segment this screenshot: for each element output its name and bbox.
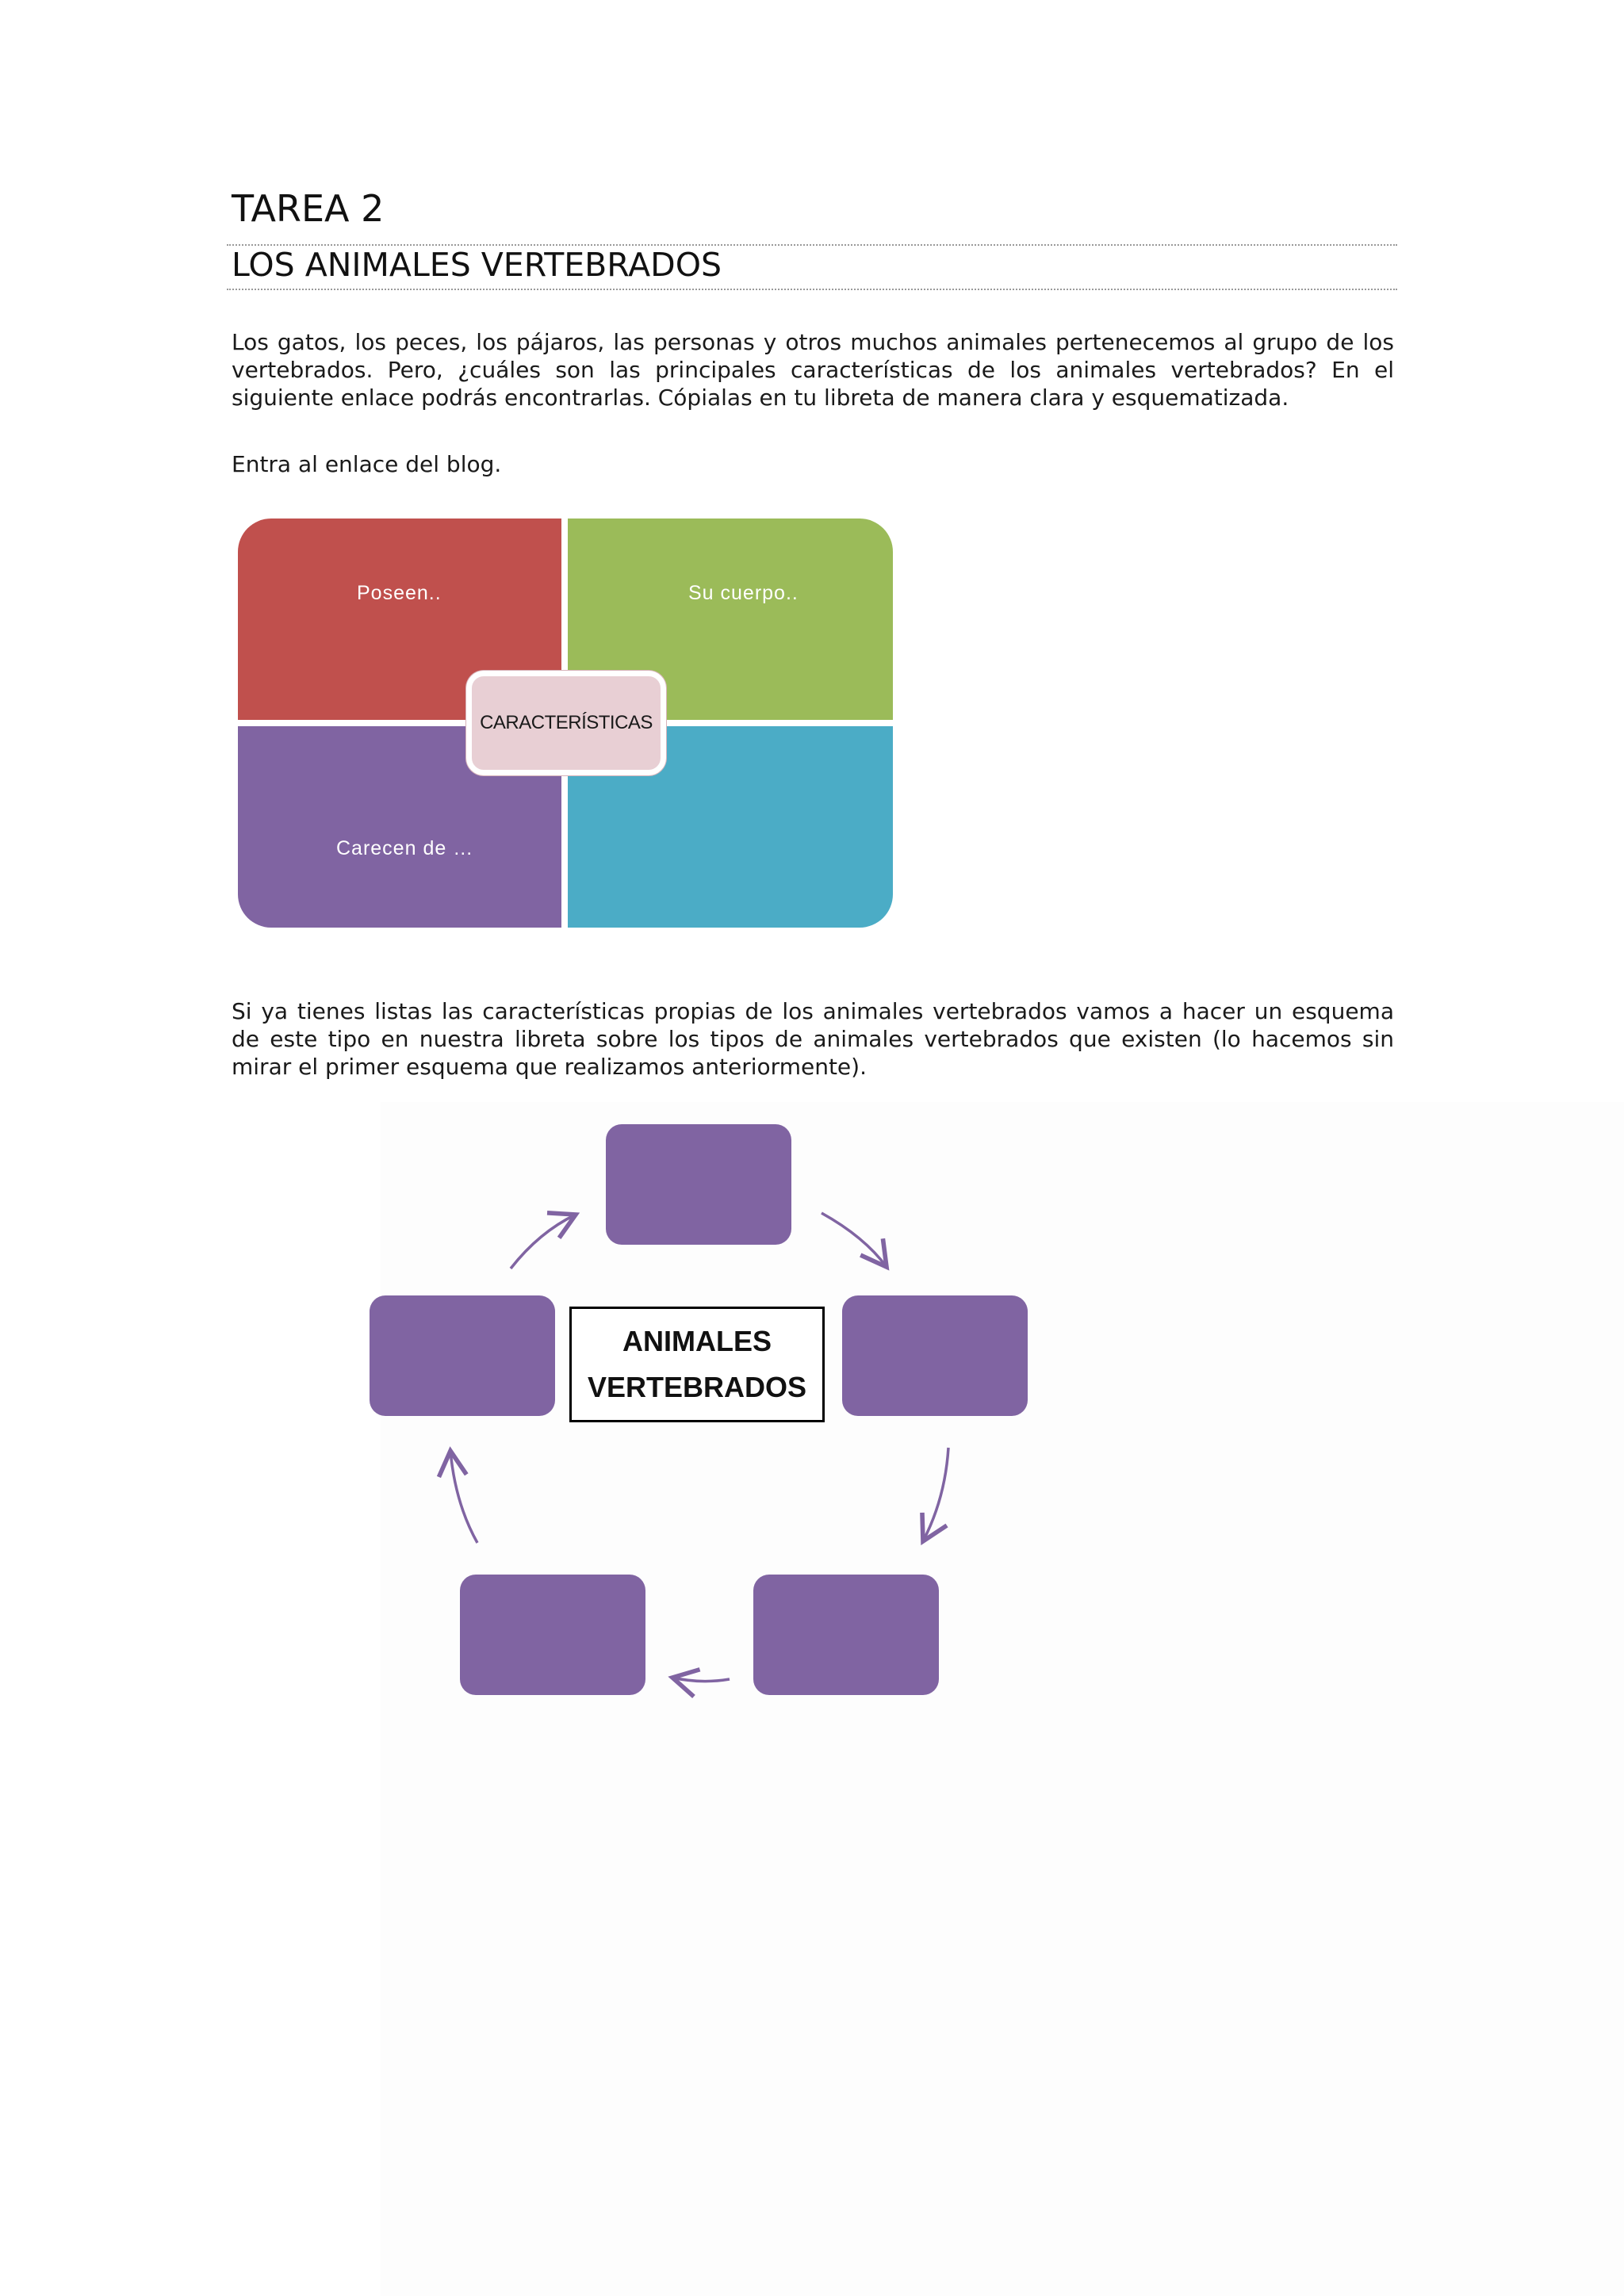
cycle-center-line-2: VERTEBRADOS [587, 1371, 807, 1403]
cycle-box-top [606, 1124, 791, 1245]
cycle-center-line-1: ANIMALES [622, 1325, 772, 1357]
cycle-box-bottom-left [460, 1575, 645, 1695]
cycle-box-right [842, 1295, 1028, 1416]
quadrant-label-carecen: Carecen de … [336, 837, 474, 859]
quadrant-label-su-cuerpo: Su cuerpo.. [688, 582, 799, 604]
quadrant-label-poseen: Poseen.. [357, 582, 442, 604]
cycle-box-left [370, 1295, 555, 1416]
characteristics-diagram [238, 519, 893, 928]
page-subtitle: LOS ANIMALES VERTEBRADOS [232, 246, 722, 284]
cycle-diagram-background [381, 1102, 1624, 2296]
characteristics-center-label: CARACTERÍSTICAS [480, 712, 653, 733]
cycle-center-box [569, 1307, 825, 1422]
page-title: TAREA 2 [232, 187, 385, 230]
characteristics-center-box [466, 671, 666, 775]
cycle-box-bottom-right [753, 1575, 939, 1695]
intro-paragraph: Los gatos, los peces, los pájaros, las personas y otros muchos animales pertenecemos al grupo de los vertebrados. Pero, ¿cuáles son las principales características de los animales vertebrados? En el siguiente enlace podrás encontrarlas. Cópialas en tu libreta de manera clara y esquematizada. [232, 329, 1394, 411]
blog-link-instruction: Entra al enlace del blog. [232, 451, 502, 477]
second-task-paragraph: Si ya tienes listas las características propias de los animales vertebrados vamos a hacer un esquema de este tipo en nuestra libreta sobre los tipos de animales vertebrados que existen (lo hacemos sin mirar el primer esquema que realizamos anteriormente). [232, 998, 1394, 1080]
subtitle-divider [227, 289, 1397, 290]
